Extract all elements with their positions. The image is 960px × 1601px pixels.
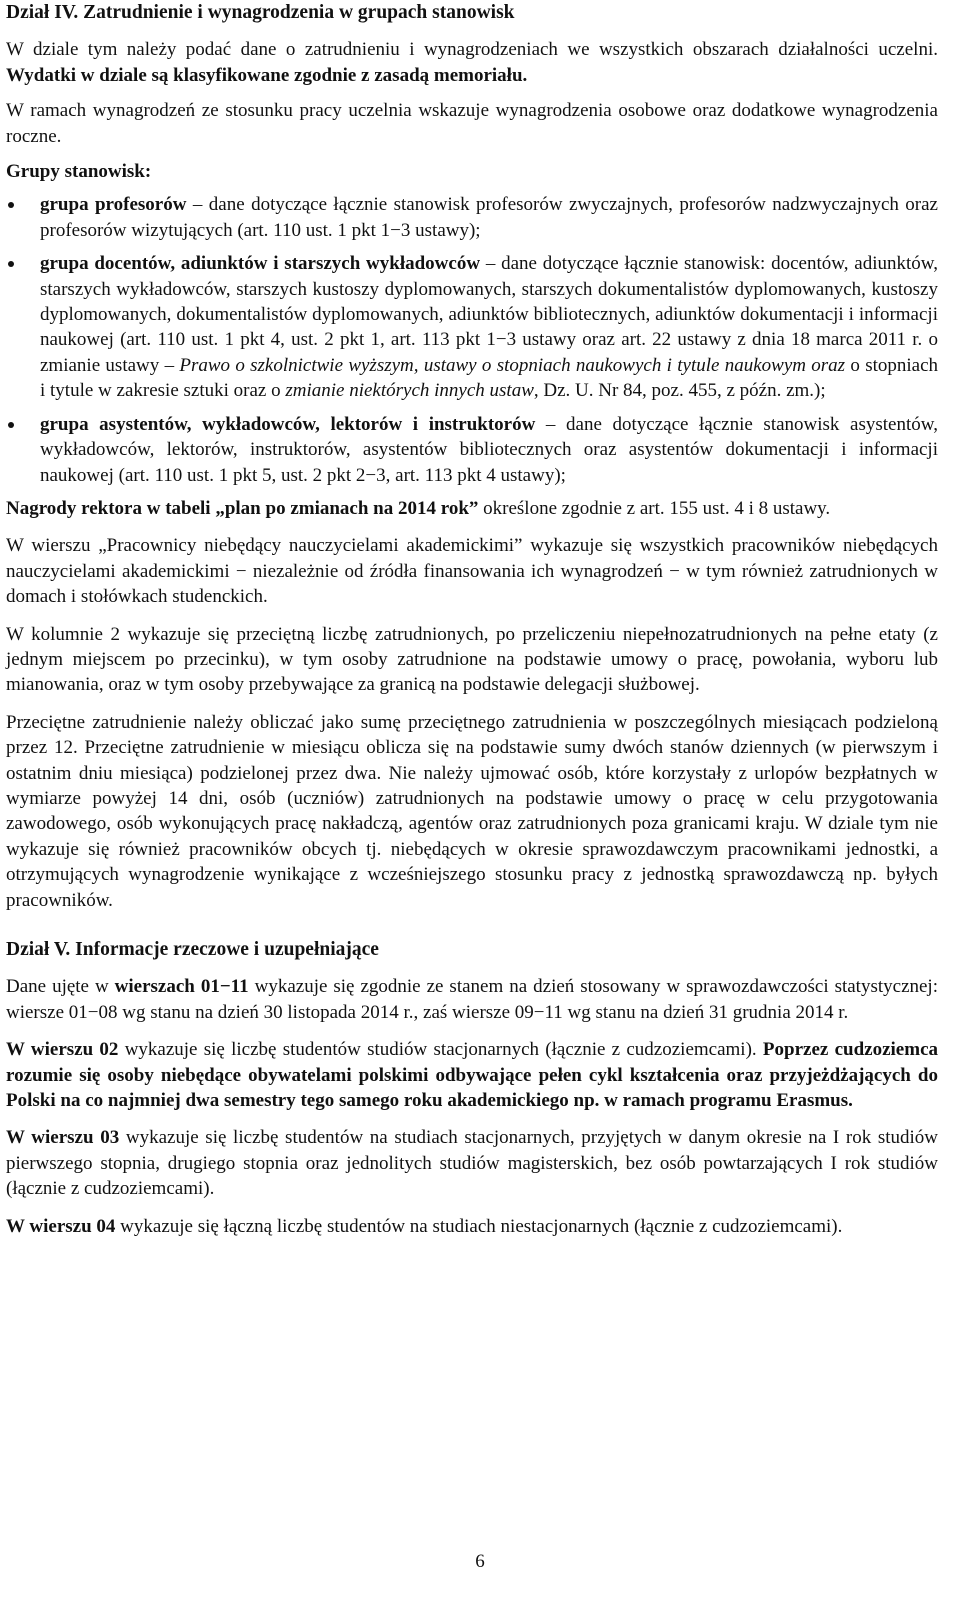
group-name: grupa asystentów, wykładowców, lektorów i instruktorów bbox=[40, 413, 536, 435]
row-04-label: W wierszu 04 bbox=[6, 1215, 116, 1237]
groups-list bbox=[6, 192, 938, 487]
group-description: – dane dotyczące łącznie stanowisk asystentów, wykładowców, lektorów, instruktorów, asystentów bibliotecznych oraz asystentów dokumentacji i informacji naukowej (art. 110 ust. 1 pkt 5, ust. 2 pkt 2−3, art. 113 pkt 4 ustawy); bbox=[40, 413, 938, 486]
law-title-italic: Prawo o szkolnictwie wyższym, ustawy o stopniach naukowych i tytule naukowym oraz bbox=[179, 354, 846, 376]
rows-intro-a: Dane ujęte w bbox=[6, 976, 115, 998]
group-name: grupa docentów, adiunktów i starszych wykładowców bbox=[40, 253, 481, 275]
group-description-end: , Dz. U. Nr 84, poz. 455, z późn. zm.); bbox=[533, 380, 826, 402]
row-04-paragraph bbox=[6, 1214, 938, 1239]
rows-range-bold: wierszach 01−11 bbox=[114, 976, 249, 998]
rows-intro-b: wykazuje się zgodnie ze stanem na dzień stosowany w sprawozdawczości statystycznej: wiersze 01−08 wg stanu na dzień 30 listopada 2014 r., zaś wiersze 09−11 wg stanu na dzień 31 grudnia 2014 r. bbox=[6, 976, 938, 1023]
row-03-text: wykazuje się liczbę studentów na studiach stacjonarnych, przyjętych w danym okresie na I rok studiów pierwszego stopnia, drugiego stopnia oraz jednolitych studiów magisterskich, bez osób powtarzających I rok studiów (łącznie z cudzoziemcami). bbox=[6, 1127, 939, 1200]
row-02-text: wykazuje się liczbę studentów studiów stacjonarnych (łącznie z cudzoziemcami). bbox=[118, 1039, 757, 1061]
group-name: grupa profesorów bbox=[40, 194, 187, 216]
awards-text: określone zgodnie z art. 155 ust. 4 i 8 ustawy. bbox=[478, 497, 831, 519]
law-title-italic-2: zmianie niektórych innych ustaw bbox=[285, 380, 534, 402]
section-4-intro-bold: Wydatki w dziale są klasyfikowane zgodnie z zasadą memoriału. bbox=[6, 64, 528, 86]
section-4-intro bbox=[6, 37, 938, 88]
awards-bold: Nagrody rektora w tabeli „plan po zmianach na 2014 rok” bbox=[6, 497, 479, 519]
group-description: – dane dotyczące łącznie stanowisk profesorów zwyczajnych, profesorów nadzwyczajnych oraz profesorów wizytujących (art. 110 ust. 1 pkt 1−3 ustawy); bbox=[40, 194, 938, 241]
page-number: 6 bbox=[475, 1551, 485, 1572]
group-description: – dane dotyczące łącznie stanowisk: docentów, adiunktów, starszych wykładowców, starszych kustoszy dyplomowanych, starszych dokumentalistów dyplomowanych, kustoszy dyplomowanych, dokumentalistów dyplomowanych, adiunktów bibliotecznych, adiunktów dokumentacji i informacji naukowej (art. 110 ust. 1 pkt 4, ust. 2 pkt 1, art. 113 pkt 1−3 ustawy oraz art. 22 ustawy z dnia 18 marca 2011 r. o zmianie ustawy – bbox=[40, 253, 938, 376]
rows-01-11-paragraph bbox=[6, 974, 938, 1025]
bullet-icon bbox=[8, 202, 14, 208]
row-02-foreigner-definition: Poprzez cudzoziemca rozumie się osoby niebędące obywatelami polskimi odbywające pełen cykl kształcenia oraz przyjeżdżających do Polski na co najmniej dwa semestry tego samego roku akademickiego np. w ramach programu Erasmus. bbox=[6, 1039, 938, 1112]
section-4-title: Dział IV. Zatrudnienie i wynagrodzenia w grupach stanowisk bbox=[6, 2, 515, 23]
list-item bbox=[6, 192, 938, 243]
row-02-label: W wierszu 02 bbox=[6, 1039, 119, 1061]
section-4-salaries-paragraph: W ramach wynagrodzeń ze stosunku pracy uczelnia wskazuje wynagrodzenia osobowe oraz dodatkowe wynagrodzenia roczne. bbox=[6, 100, 938, 147]
list-item bbox=[6, 412, 938, 488]
bullet-icon bbox=[8, 422, 14, 428]
group-description-cont: o stopniach i tytule w zakresie sztuki oraz o bbox=[40, 354, 939, 402]
section-5-title: Dział V. Informacje rzeczowe i uzupełniające bbox=[6, 939, 379, 960]
average-employment-paragraph: Przeciętne zatrudnienie należy obliczać jako sumę przeciętnego zatrudnienia w poszczególnych miesiącach podzieloną przez 12. Przeciętne zatrudnienie w miesiącu oblicza się na podstawie sumy dwóch stanów dziennych (w pierwszym i ostatnim dniu miesiąca) podzielonej przez dwa. Nie należy ujmować osób, które korzystały z urlopów bezpłatnych w wymiarze powyżej 14 dni, osób (uczniów) zatrudnionych na podstawie umowy o pracę w celu przygotowania zawodowego, osób wykonujących pracę nakładczą, agentów oraz zatrudnionych poza granicami kraju. W dziale tym nie wykazuje się również pracowników obcych tj. niebędących w okresie sprawozdawczym pracownikami jednostki, a otrzymujących wynagrodzenie wynikające z wcześniejszego stosunku pracy z jednostką sprawozdawczą np. byłych pracowników. bbox=[6, 711, 938, 911]
column2-paragraph: W kolumnie 2 wykazuje się przeciętną liczbę zatrudnionych, po przeliczeniu niepełnozatrudnionych na pełne etaty (z jednym miejscem po przecinku), w tym osoby zatrudnione na podstawie umowy o pracę, powołania, wyboru lub mianowania, oraz w tym osoby przebywające za granicą na podstawie delegacji służbowej. bbox=[6, 623, 938, 696]
workers-paragraph: W wierszu „Pracownicy niebędący nauczycielami akademickimi” wykazuje się wszystkich pracowników niebędących nauczycielami akademickimi − niezależnie od źródła finansowania ich wynagrodzeń − w tym również zatrudnionych w domach i stołówkach studenckich. bbox=[6, 535, 938, 608]
row-02-paragraph bbox=[6, 1037, 938, 1113]
section-4-intro-text: W dziale tym należy podać dane o zatrudnieniu i wynagrodzeniach we wszystkich obszarach działalności uczelni. bbox=[6, 39, 938, 61]
groups-label: Grupy stanowisk: bbox=[6, 161, 152, 183]
list-item bbox=[6, 251, 938, 403]
awards-paragraph bbox=[6, 496, 938, 521]
document-content bbox=[6, 0, 938, 1239]
row-04-text: wykazuje się łączną liczbę studentów na studiach niestacjonarnych (łącznie z cudzoziemcami). bbox=[115, 1215, 843, 1237]
row-03-label: W wierszu 03 bbox=[6, 1127, 120, 1149]
bullet-icon bbox=[8, 261, 14, 267]
row-03-paragraph bbox=[6, 1125, 938, 1201]
